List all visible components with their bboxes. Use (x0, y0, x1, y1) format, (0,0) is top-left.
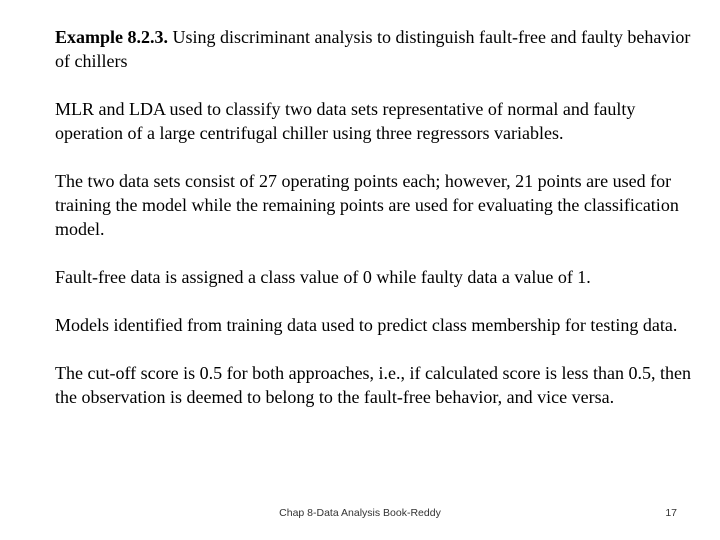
paragraph-class-values: Fault-free data is assigned a class value of 0 while faulty data a value of 1. (55, 267, 591, 287)
slide-content (55, 25, 695, 433)
paragraph-data-sets: The two data sets consist of 27 operating points each; however, 21 points are used for training the model while the remaining points are used for evaluating the classification model. (55, 171, 679, 239)
example-label: Example 8.2.3. (55, 27, 169, 47)
paragraph-cutoff: The cut-off score is 0.5 for both approaches, i.e., if calculated score is less than 0.5, then the observation is deemed to belong to the fault-free behavior, and vice versa. (55, 363, 691, 407)
example-title-text: Using discriminant analysis to distinguish fault-free and faulty behavior of chillers (55, 27, 691, 71)
footer-text: Chap 8-Data Analysis Book-Reddy (279, 507, 441, 519)
page-number: 17 (665, 507, 677, 519)
example-heading (55, 25, 695, 73)
paragraph-models: Models identified from training data used to predict class membership for testing data. (55, 315, 678, 335)
paragraph-methods: MLR and LDA used to classify two data sets representative of normal and faulty operation of a large centrifugal chiller using three regressors variables. (55, 99, 636, 143)
